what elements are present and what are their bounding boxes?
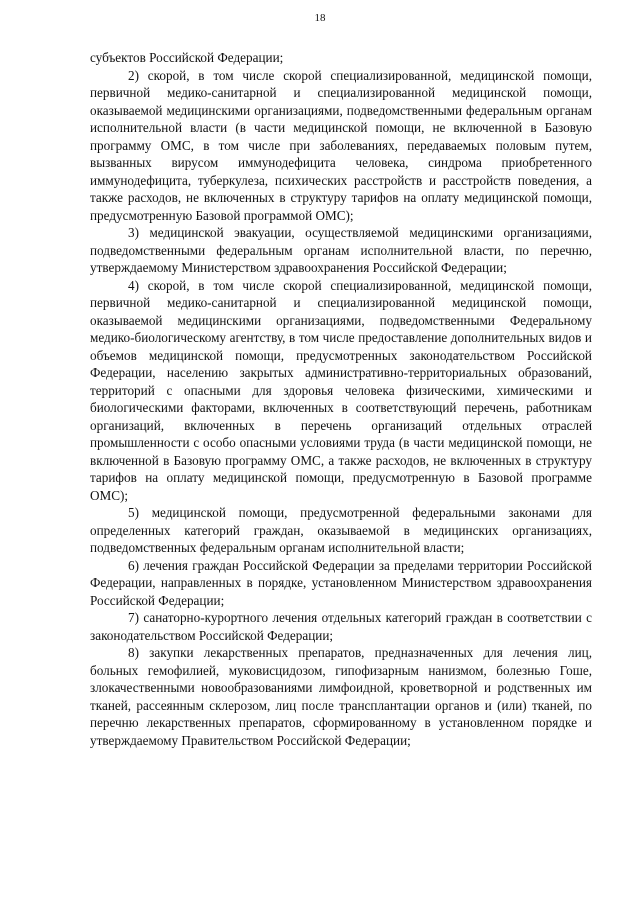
paragraph-item-3: 3) медицинской эвакуации, осуществляемой медицинскими организациями, подведомственными федеральным органам исполнительной власти, по перечню, утверждаемому Министерством здравоохранения Российской Федерации; — [90, 225, 592, 275]
paragraph-continuation: субъектов Российской Федерации; — [90, 50, 284, 65]
paragraph-item-7: 7) санаторно-курортного лечения отдельных категорий граждан в соответствии с законодательством Российской Федерации; — [90, 610, 592, 643]
page-number: 18 — [314, 12, 326, 24]
paragraph-item-5: 5) медицинской помощи, предусмотренной федеральными законами для определенных категорий граждан, оказываемой в медицинских организациях, подведомственных федеральным органам исполнительной власти; — [90, 505, 592, 555]
document-body — [90, 49, 592, 749]
paragraph-item-8: 8) закупки лекарственных препаратов, предназначенных для лечения лиц, больных гемофилией, муковисцидозом, гипофизарным нанизмом, болезнью Гоше, злокачественными новообразованиями лимфоидной, кроветворной и родственных им тканей, рассеянным склерозом, лиц после трансплантации органов и (или) тканей, по перечню лекарственных препаратов, сформированному в установленном порядке и утверждаемому Правительством Российской Федерации; — [90, 645, 592, 748]
paragraph-item-2: 2) скорой, в том числе скорой специализированной, медицинской помощи, первичной медико-санитарной и специализированной медицинской помощи, оказываемой медицинскими организациями, подведомственными федеральным органам исполнительной власти (в части медицинской помощи, не включенной в Базовую программу ОМС, в том числе при заболеваниях, передаваемых половым путем, вызванных вирусом иммунодефицита человека, синдрома приобретенного иммунодефицита, туберкулеза, психических расстройств и расстройств поведения, а также расходов, не включенных в структуру тарифов на оплату медицинской помощи, предусмотренную Базовой программой ОМС); — [90, 67, 592, 223]
paragraph-item-6: 6) лечения граждан Российской Федерации за пределами территории Российской Федерации, направленных в порядке, установленном Министерством здравоохранения Российской Федерации; — [90, 557, 592, 608]
paragraph-item-4: 4) скорой, в том числе скорой специализированной, медицинской помощи, первичной медико-санитарной и специализированной медицинской помощи, оказываемой медицинскими организациями, подведомственными Федеральному медико-биологическому агентству, в том числе предоставление дополнительных видов и объемов медицинской помощи, предусмотренных законодательством Российской Федерации, населению закрытых административно-территориальных образований, территорий с опасными для здоровья человека физическими, химическими и биологическими факторами, включенных в соответствующий перечень, работникам организаций, включенных в перечень организаций отдельных отраслей промышленности с особо опасными условиями труда (в части медицинской помощи, не включенной в Базовую программу ОМС, а также расходов, не включенных в структуру тарифов на оплату медицинской помощи, предусмотренную в Базовой программе ОМС); — [90, 277, 592, 503]
